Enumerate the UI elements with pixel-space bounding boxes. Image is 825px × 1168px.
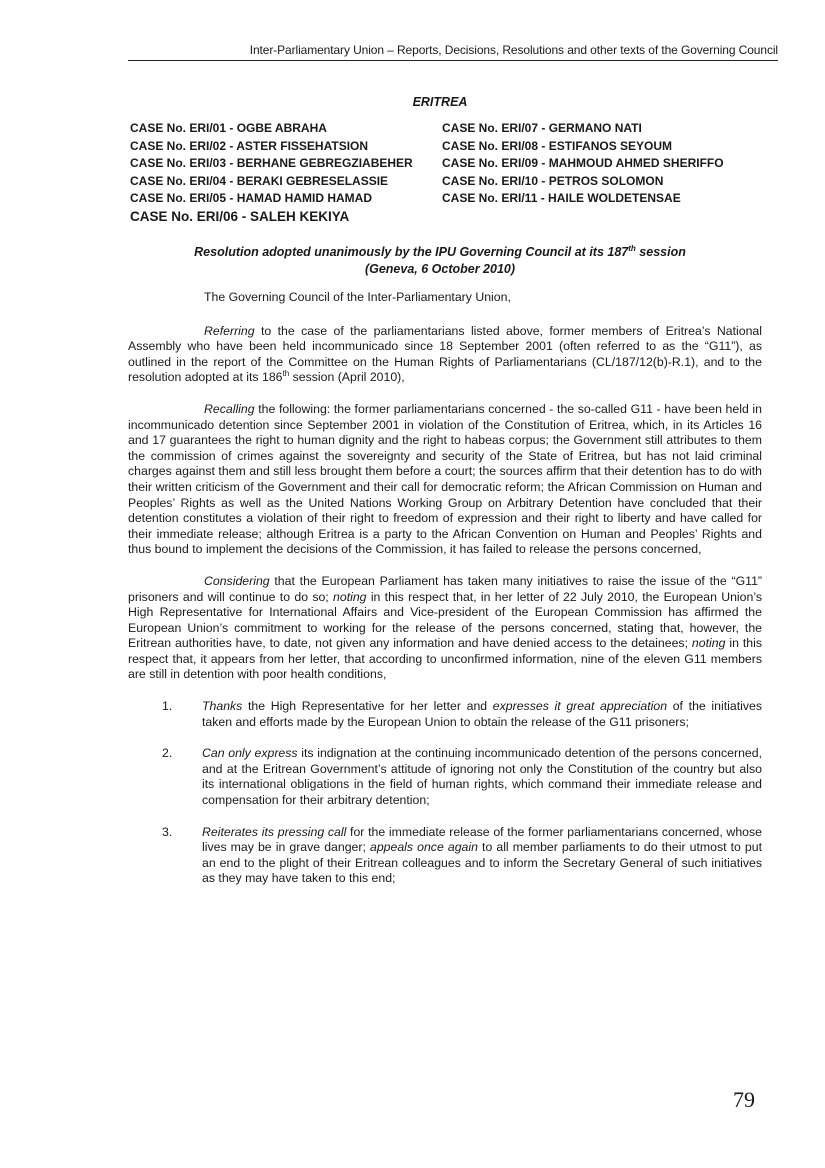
paragraph-number: 1. [162,699,173,714]
preamble-referring: Referring to the case of the parliamentarians listed above, former members of Eritrea’s National Assembly who have been held incommunicado since 18 September 2001 (often referred to as the “G11”), as outlined in the report of the Committee on the Human Rights of Parliamentarians (CL/187/12(b)-R.1), and to the resolution adopted at its 186th session (April 2010), [128,323,762,385]
preamble-considering: Considering that the European Parliament has taken many initiatives to raise the issue of the “G11” prisoners and will continue to do so; noting in this respect that, in her letter of 22 July 2010, the European Union’s High Representative for International Affairs and Vice-president of the European Commission has affirmed the European Union’s commitment to working for the release of the persons concerned, stating that, however, the Eritrean authorities have, to date, not given any information and have denied access to the detainees; noting in this respect that, it appears from her letter, that according to unconfirmed information, nine of the eleven G11 members are still in detention with poor health conditions, [128,573,762,682]
operative-paragraph: 1. Thanks the High Representative for her letter and expresses it great appreciation of the initiatives taken and efforts made by the European Union to obtain the release of the G11 prisoners; [162,699,762,729]
resolution-body [128,290,762,903]
running-header-title: Inter-Parliamentary Union – Reports, Decisions, Resolutions and other texts of the Governing Council [249,43,778,57]
page-number: 79 [733,1087,755,1112]
opening-line: The Governing Council of the Inter-Parliamentary Union, [204,290,511,304]
case-item: CASE No. ERI/02 - ASTER FISSEHATSION [130,138,369,153]
case-item: CASE No. ERI/05 - HAMAD HAMID HAMAD [130,191,373,205]
case-item: CASE No. ERI/09 - MAHMOUD AHMED SHERIFFO [442,156,724,170]
resolution-title-line2: (Geneva, 6 October 2010) [364,262,516,277]
preamble-recalling: Recalling the following: the former parliamentarians concerned - the so-called G11 - have been held in incommunicado detention since September 2001 in violation of the Constitution of Eritrea, which, in its Articles 16 and 17 guarantees the right to human dignity and the right to habeas corpus; the Government still attributes to them the commission of crimes against the sovereignty and security of the State of Eritrea, but has not laid criminal charges against them and still less brought them before a court; the sources affirm that their detention has to do with their written criticism of the Government and their call for democratic reform; the African Commission on Human and Peoples’ Rights as well as the United Nations Working Group on Arbitrary Detention have concluded that their detention constitutes a violation of their right to freedom of expression and their right to liberty and have called for their immediate release; although Eritrea is a party to the African Convention on Human and Peoples’ Rights and thus bound to implement the decisions of the Commission, it has failed to release the persons concerned, [128,401,762,557]
resolution-title-line1: Resolution adopted unanimously by the IPU Governing Council at its 187th session [194,244,686,260]
case-list-right [442,120,724,208]
country-heading: ERITREA [412,95,468,109]
operative-paragraphs [128,699,762,887]
resolution-title [130,240,750,278]
case-item: CASE No. ERI/01 - OGBE ABRAHA [130,121,327,135]
case-item: CASE No. ERI/04 - BERAKI GEBRESELASSIE [130,173,389,188]
operative-paragraph: 3. Reiterates its pressing call for the immediate release of the former parliamentarians concerned, whose lives may be in grave danger; appeals once again to all member parliaments to do their utmost to put an end to the plight of their Eritrean colleagues and to inform the Secretary General of such initiatives as they may have taken to this end; [162,824,763,886]
running-header [128,43,778,61]
case-item: CASE No. ERI/10 - PETROS SOLOMON [442,173,664,188]
paragraph-number: 2. [162,746,173,761]
case-item: CASE No. ERI/08 - ESTIFANOS SEYOUM [442,138,673,153]
case-item: CASE No. ERI/11 - HAILE WOLDETENSAE [442,191,681,205]
paragraph-number: 3. [162,824,173,839]
case-item: CASE No. ERI/07 - GERMANO NATI [442,121,642,135]
case-item: CASE No. ERI/06 - SALEH KEKIYA [130,208,350,224]
case-item: CASE No. ERI/03 - BERHANE GEBREGZIABEHER [130,156,413,170]
case-list-left [130,120,413,225]
operative-paragraph: 2. Can only express its indignation at the continuing incommunicado detention of the persons concerned, and at the Eritrean Government’s attitude of ignoring not only the Constitution of the country but also its international obligations in the field of human rights, which command their immediate release and compensation for their arbitrary detention; [162,746,762,808]
